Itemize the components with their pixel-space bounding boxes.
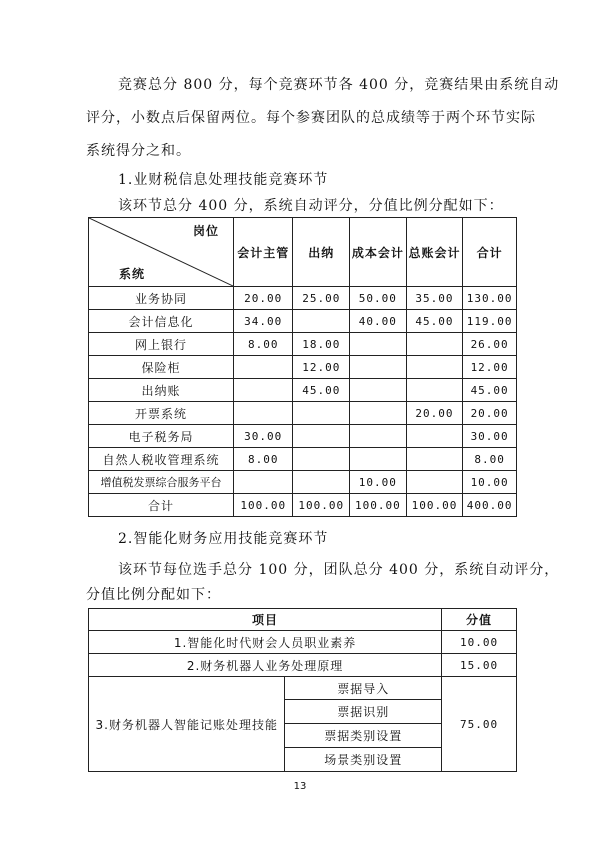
section2-desc-line-1: 该环节每位选手总分 100 分，团队总分 400 分，系统自动评分， — [118, 562, 560, 578]
table-cell: 8.00 — [463, 448, 517, 471]
table-cell: 45.00 — [406, 310, 463, 333]
table-cell: 10.00 — [463, 471, 517, 494]
row-label: 自然人税收管理系统 — [89, 448, 234, 471]
table-cell — [234, 402, 293, 425]
table-cell: 20.00 — [406, 402, 463, 425]
table-cell: 100.00 — [406, 494, 463, 517]
intro-line-3: 系统得分之和。 — [86, 143, 191, 159]
table-cell — [406, 425, 463, 448]
row-label: 网上银行 — [89, 333, 234, 356]
table-cell: 100.00 — [234, 494, 293, 517]
diagonal-header-cell — [89, 218, 234, 287]
table-cell — [350, 356, 407, 379]
table-row — [89, 287, 517, 310]
table-cell: 75.00 — [442, 677, 517, 772]
table-cell: 25.00 — [293, 287, 350, 310]
table-cell — [293, 448, 350, 471]
table-header-row — [89, 218, 517, 287]
section2-desc-line-2: 分值比例分配如下： — [86, 587, 221, 603]
column-header: 合计 — [463, 218, 517, 287]
score-table-1 — [88, 217, 517, 517]
table-row — [89, 310, 517, 333]
table-cell — [293, 310, 350, 333]
table-cell: 34.00 — [234, 310, 293, 333]
table-cell: 12.00 — [463, 356, 517, 379]
table-cell: 40.00 — [350, 310, 407, 333]
table-cell: 45.00 — [463, 379, 517, 402]
header-item: 项目 — [89, 609, 442, 631]
table-row — [89, 471, 517, 494]
table-cell — [234, 356, 293, 379]
column-header: 成本会计 — [350, 218, 407, 287]
sub-item: 票据识别 — [285, 700, 442, 724]
table-cell: 8.00 — [234, 448, 293, 471]
table-cell: 50.00 — [350, 287, 407, 310]
row-label: 3.财务机器人智能记账处理技能 — [89, 677, 285, 772]
row-label: 保险柜 — [89, 356, 234, 379]
table-cell — [406, 471, 463, 494]
table-row — [89, 631, 517, 654]
intro-line-1: 竞赛总分 800 分，每个竞赛环节各 400 分，竞赛结果由系统自动 — [118, 77, 560, 93]
row-label: 增值税发票综合服务平台 — [89, 471, 234, 494]
table-row — [89, 333, 517, 356]
table-cell: 26.00 — [463, 333, 517, 356]
row-label: 出纳账 — [89, 379, 234, 402]
column-header: 出纳 — [293, 218, 350, 287]
table-cell: 18.00 — [293, 333, 350, 356]
section1-title: 1.业财税信息处理技能竞赛环节 — [118, 172, 329, 188]
table-row — [89, 677, 517, 700]
table-cell: 30.00 — [234, 425, 293, 448]
column-header: 总账会计 — [406, 218, 463, 287]
table-cell — [406, 448, 463, 471]
page-number: 13 — [293, 781, 307, 792]
table-cell — [350, 402, 407, 425]
table-row — [89, 402, 517, 425]
table-row — [89, 425, 517, 448]
table-cell: 20.00 — [463, 402, 517, 425]
row-label: 2.财务机器人业务处理原理 — [89, 654, 442, 677]
table-cell — [293, 402, 350, 425]
row-label: 业务协同 — [89, 287, 234, 310]
table-row — [89, 654, 517, 677]
table-cell: 20.00 — [234, 287, 293, 310]
table-cell: 45.00 — [293, 379, 350, 402]
row-label: 1.智能化时代财会人员职业素养 — [89, 631, 442, 654]
table-cell — [293, 425, 350, 448]
table-cell — [293, 471, 350, 494]
table-cell: 30.00 — [463, 425, 517, 448]
table-cell — [406, 356, 463, 379]
table-cell: 100.00 — [293, 494, 350, 517]
table-row — [89, 379, 517, 402]
table-header-row — [89, 609, 517, 631]
corner-label-post: 岗位 — [192, 224, 219, 238]
table-cell — [350, 425, 407, 448]
section1-desc: 该环节总分 400 分，系统自动评分，分值比例分配如下： — [118, 198, 504, 214]
sub-item: 票据导入 — [285, 677, 442, 700]
table-cell: 15.00 — [442, 654, 517, 677]
table-cell — [234, 471, 293, 494]
table-cell: 119.00 — [463, 310, 517, 333]
table-cell: 100.00 — [350, 494, 407, 517]
corner-label-system: 系统 — [119, 267, 146, 281]
table-cell — [350, 448, 407, 471]
sub-item: 票据类别设置 — [285, 724, 442, 748]
header-score: 分值 — [442, 609, 517, 631]
row-label: 会计信息化 — [89, 310, 234, 333]
table-cell: 400.00 — [463, 494, 517, 517]
section2-title: 2.智能化财务应用技能竞赛环节 — [118, 531, 329, 547]
table-cell: 10.00 — [350, 471, 407, 494]
intro-line-2: 评分，小数点后保留两位。每个参赛团队的总成绩等于两个环节实际 — [86, 110, 536, 126]
table-cell: 35.00 — [406, 287, 463, 310]
table-cell — [406, 333, 463, 356]
sub-item: 场景类别设置 — [285, 748, 442, 772]
table-cell — [350, 333, 407, 356]
row-label: 合计 — [89, 494, 234, 517]
table-cell: 8.00 — [234, 333, 293, 356]
table-cell: 130.00 — [463, 287, 517, 310]
row-label: 电子税务局 — [89, 425, 234, 448]
table-cell — [406, 379, 463, 402]
table-row — [89, 356, 517, 379]
table-cell — [350, 379, 407, 402]
table-total-row — [89, 494, 517, 517]
table-row — [89, 448, 517, 471]
table-cell: 10.00 — [442, 631, 517, 654]
row-label: 开票系统 — [89, 402, 234, 425]
table-cell: 12.00 — [293, 356, 350, 379]
table-cell — [234, 379, 293, 402]
column-header: 会计主管 — [234, 218, 293, 287]
score-table-2 — [88, 608, 517, 772]
